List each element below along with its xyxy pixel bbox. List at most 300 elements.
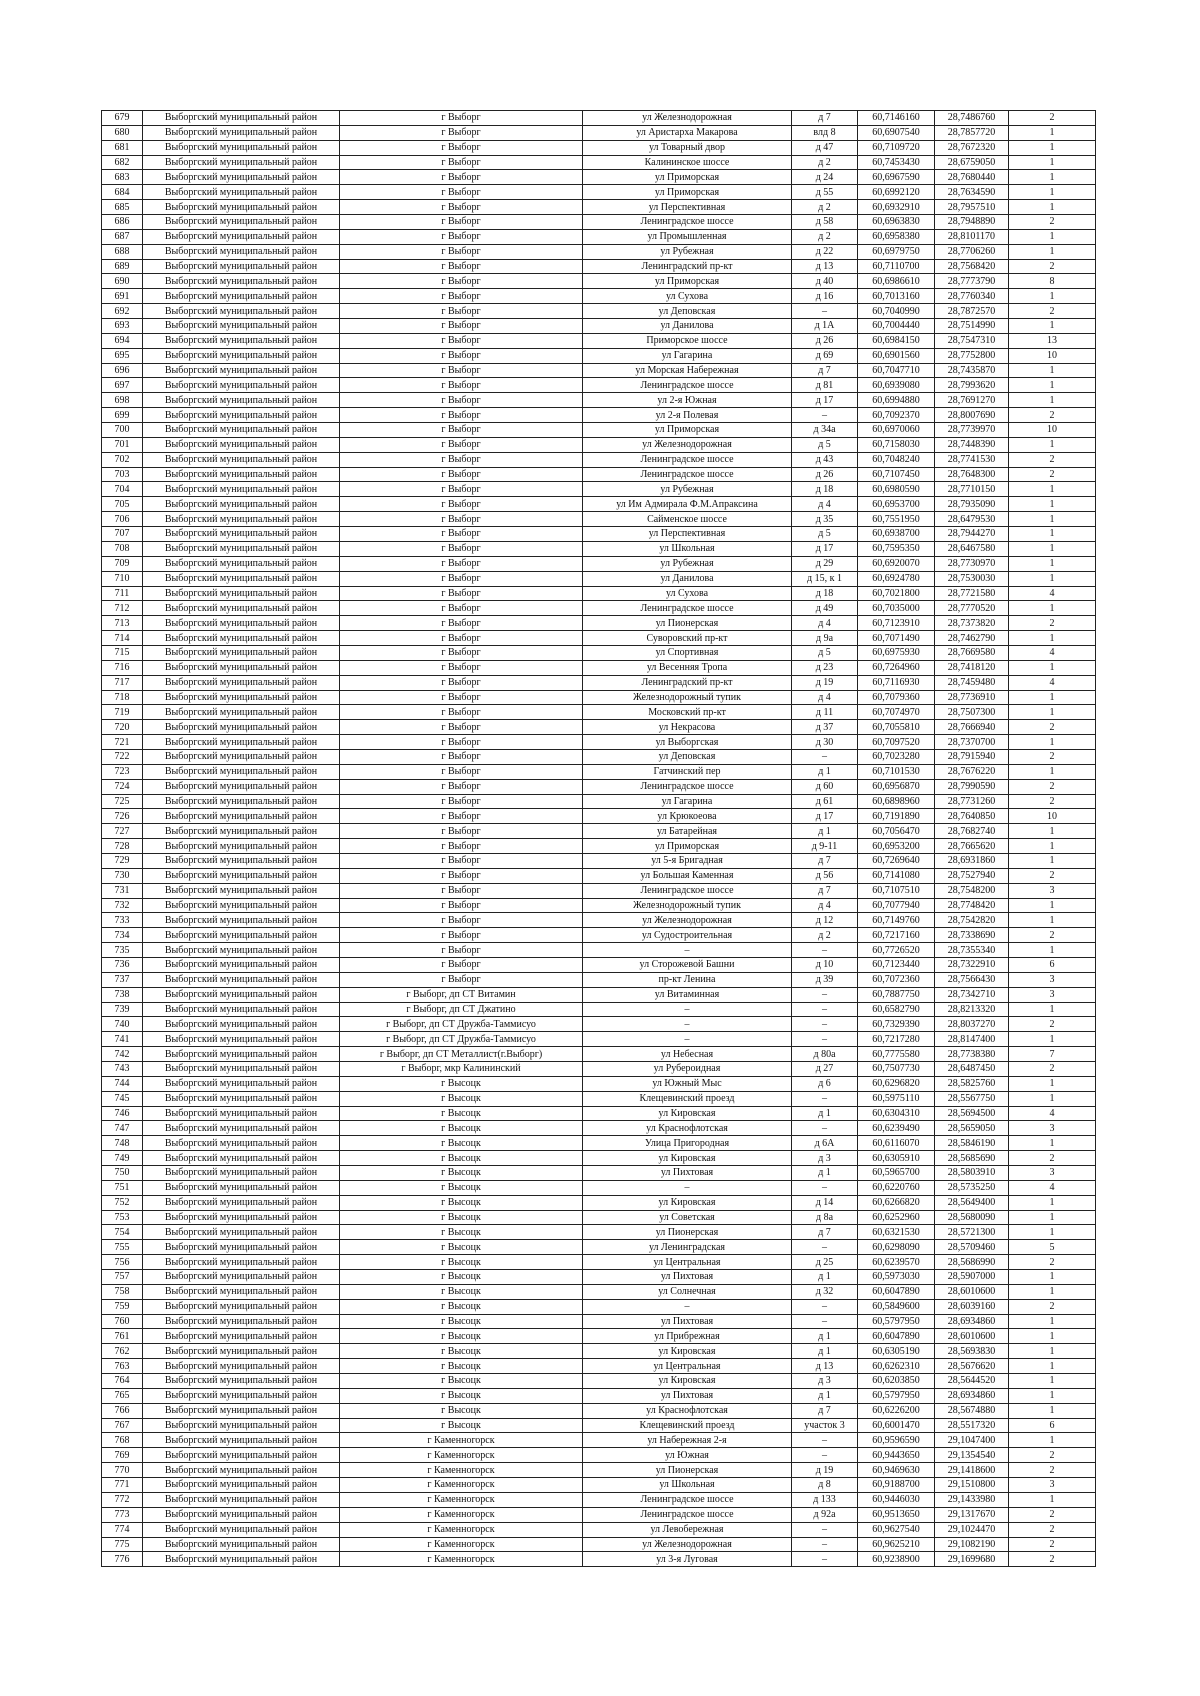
row-number-cell: 743 bbox=[102, 1062, 143, 1077]
latitude-cell: 60,6582790 bbox=[858, 1002, 935, 1017]
count-cell: 4 bbox=[1009, 586, 1096, 601]
district-cell: Выборгский муниципальный район bbox=[143, 140, 340, 155]
row-number-cell: 767 bbox=[102, 1418, 143, 1433]
settlement-cell: г Выборг bbox=[340, 809, 583, 824]
settlement-cell: г Выборг bbox=[340, 794, 583, 809]
settlement-cell: г Выборг bbox=[340, 170, 583, 185]
street-cell: ул Небесная bbox=[583, 1047, 792, 1062]
count-cell: 1 bbox=[1009, 1492, 1096, 1507]
district-cell: Выборгский муниципальный район bbox=[143, 883, 340, 898]
settlement-cell: г Выборг bbox=[340, 913, 583, 928]
district-cell: Выборгский муниципальный район bbox=[143, 1166, 340, 1181]
latitude-cell: 60,7079360 bbox=[858, 690, 935, 705]
settlement-cell: г Высоцк bbox=[340, 1121, 583, 1136]
row-number-cell: 713 bbox=[102, 616, 143, 631]
row-number-cell: 740 bbox=[102, 1017, 143, 1032]
longitude-cell: 28,6931860 bbox=[935, 853, 1009, 868]
street-cell: ул Крюкоеова bbox=[583, 809, 792, 824]
longitude-cell: 28,7680440 bbox=[935, 170, 1009, 185]
settlement-cell: г Выборг bbox=[340, 749, 583, 764]
street-cell: ул Морская Набережная bbox=[583, 363, 792, 378]
count-cell: 1 bbox=[1009, 378, 1096, 393]
longitude-cell: 28,7514990 bbox=[935, 319, 1009, 334]
longitude-cell: 28,7691270 bbox=[935, 393, 1009, 408]
street-cell: ул Перспективная bbox=[583, 527, 792, 542]
count-cell: 2 bbox=[1009, 1507, 1096, 1522]
count-cell: 1 bbox=[1009, 1374, 1096, 1389]
count-cell: 2 bbox=[1009, 749, 1096, 764]
row-number-cell: 751 bbox=[102, 1180, 143, 1195]
latitude-cell: 60,9596590 bbox=[858, 1433, 935, 1448]
registry-table bbox=[101, 110, 1096, 1567]
house-cell: д 18 bbox=[792, 586, 858, 601]
table-row bbox=[102, 928, 1096, 943]
district-cell: Выборгский муниципальный район bbox=[143, 1448, 340, 1463]
count-cell: 1 bbox=[1009, 527, 1096, 542]
district-cell: Выборгский муниципальный район bbox=[143, 1433, 340, 1448]
table-row bbox=[102, 735, 1096, 750]
longitude-cell: 28,6010600 bbox=[935, 1329, 1009, 1344]
street-cell: Железнодорожный тупик bbox=[583, 690, 792, 705]
longitude-cell: 28,8213320 bbox=[935, 1002, 1009, 1017]
table-row bbox=[102, 1537, 1096, 1552]
longitude-cell: 28,7566430 bbox=[935, 972, 1009, 987]
street-cell: ул Товарный двор bbox=[583, 140, 792, 155]
district-cell: Выборгский муниципальный район bbox=[143, 1507, 340, 1522]
longitude-cell: 28,5659050 bbox=[935, 1121, 1009, 1136]
house-cell: д 9-11 bbox=[792, 839, 858, 854]
district-cell: Выборгский муниципальный район bbox=[143, 1284, 340, 1299]
house-cell: д 92а bbox=[792, 1507, 858, 1522]
row-number-cell: 744 bbox=[102, 1076, 143, 1091]
house-cell: – bbox=[792, 1240, 858, 1255]
longitude-cell: 28,7547310 bbox=[935, 333, 1009, 348]
row-number-cell: 721 bbox=[102, 735, 143, 750]
district-cell: Выборгский муниципальный район bbox=[143, 1180, 340, 1195]
street-cell: ул 3-я Луговая bbox=[583, 1552, 792, 1567]
house-cell: д 10 bbox=[792, 957, 858, 972]
district-cell: Выборгский муниципальный район bbox=[143, 735, 340, 750]
count-cell: 1 bbox=[1009, 631, 1096, 646]
house-cell: д 1 bbox=[792, 1166, 858, 1181]
row-number-cell: 769 bbox=[102, 1448, 143, 1463]
latitude-cell: 60,7056470 bbox=[858, 824, 935, 839]
longitude-cell: 28,7486760 bbox=[935, 111, 1009, 126]
settlement-cell: г Выборг bbox=[340, 943, 583, 958]
settlement-cell: г Выборг bbox=[340, 452, 583, 467]
house-cell: д 40 bbox=[792, 274, 858, 289]
settlement-cell: г Выборг, мкр Калининский bbox=[340, 1062, 583, 1077]
row-number-cell: 773 bbox=[102, 1507, 143, 1522]
row-number-cell: 683 bbox=[102, 170, 143, 185]
row-number-cell: 728 bbox=[102, 839, 143, 854]
table-row bbox=[102, 853, 1096, 868]
street-cell: ул Некрасова bbox=[583, 720, 792, 735]
table-row bbox=[102, 1418, 1096, 1433]
settlement-cell: г Выборг bbox=[340, 319, 583, 334]
table-row bbox=[102, 675, 1096, 690]
count-cell: 2 bbox=[1009, 1062, 1096, 1077]
district-cell: Выборгский муниципальный район bbox=[143, 1151, 340, 1166]
latitude-cell: 60,7264960 bbox=[858, 660, 935, 675]
latitude-cell: 60,6920070 bbox=[858, 556, 935, 571]
table-row bbox=[102, 437, 1096, 452]
settlement-cell: г Выборг bbox=[340, 289, 583, 304]
table-row bbox=[102, 1359, 1096, 1374]
district-cell: Выборгский муниципальный район bbox=[143, 1002, 340, 1017]
district-cell: Выборгский муниципальный район bbox=[143, 289, 340, 304]
street-cell: – bbox=[583, 1299, 792, 1314]
count-cell: 2 bbox=[1009, 779, 1096, 794]
house-cell: д 5 bbox=[792, 645, 858, 660]
settlement-cell: г Выборг bbox=[340, 348, 583, 363]
longitude-cell: 28,7730970 bbox=[935, 556, 1009, 571]
table-row bbox=[102, 943, 1096, 958]
district-cell: Выборгский муниципальный район bbox=[143, 1478, 340, 1493]
longitude-cell: 28,7857720 bbox=[935, 125, 1009, 140]
house-cell: д 5 bbox=[792, 437, 858, 452]
settlement-cell: г Выборг bbox=[340, 304, 583, 319]
settlement-cell: г Высоцк bbox=[340, 1299, 583, 1314]
settlement-cell: г Выборг bbox=[340, 482, 583, 497]
count-cell: 2 bbox=[1009, 1522, 1096, 1537]
latitude-cell: 60,7097520 bbox=[858, 735, 935, 750]
district-cell: Выборгский муниципальный район bbox=[143, 631, 340, 646]
district-cell: Выборгский муниципальный район bbox=[143, 1299, 340, 1314]
district-cell: Выборгский муниципальный район bbox=[143, 645, 340, 660]
settlement-cell: г Выборг bbox=[340, 868, 583, 883]
latitude-cell: 60,7048240 bbox=[858, 452, 935, 467]
latitude-cell: 60,7004440 bbox=[858, 319, 935, 334]
settlement-cell: г Выборг bbox=[340, 378, 583, 393]
row-number-cell: 737 bbox=[102, 972, 143, 987]
count-cell: 3 bbox=[1009, 987, 1096, 1002]
row-number-cell: 754 bbox=[102, 1225, 143, 1240]
settlement-cell: г Высоцк bbox=[340, 1403, 583, 1418]
settlement-cell: г Выборг, дп СТ Витамин bbox=[340, 987, 583, 1002]
house-cell: д 6 bbox=[792, 1076, 858, 1091]
longitude-cell: 28,7736910 bbox=[935, 690, 1009, 705]
count-cell: 6 bbox=[1009, 957, 1096, 972]
row-number-cell: 731 bbox=[102, 883, 143, 898]
table-row bbox=[102, 1463, 1096, 1478]
street-cell: ул Сухова bbox=[583, 289, 792, 304]
latitude-cell: 60,6296820 bbox=[858, 1076, 935, 1091]
latitude-cell: 60,6252960 bbox=[858, 1210, 935, 1225]
table-row bbox=[102, 125, 1096, 140]
house-cell: д 17 bbox=[792, 393, 858, 408]
longitude-cell: 28,6759050 bbox=[935, 155, 1009, 170]
longitude-cell: 28,7710150 bbox=[935, 482, 1009, 497]
street-cell: Ленинградское шоссе bbox=[583, 215, 792, 230]
latitude-cell: 60,6994880 bbox=[858, 393, 935, 408]
latitude-cell: 60,6266820 bbox=[858, 1195, 935, 1210]
latitude-cell: 60,7055810 bbox=[858, 720, 935, 735]
house-cell: д 30 bbox=[792, 735, 858, 750]
street-cell: Ленинградское шоссе bbox=[583, 601, 792, 616]
house-cell: д 8 bbox=[792, 1478, 858, 1493]
count-cell: 1 bbox=[1009, 735, 1096, 750]
count-cell: 1 bbox=[1009, 1091, 1096, 1106]
longitude-cell: 28,8101170 bbox=[935, 229, 1009, 244]
longitude-cell: 29,1024470 bbox=[935, 1522, 1009, 1537]
row-number-cell: 689 bbox=[102, 259, 143, 274]
street-cell: ул Южная bbox=[583, 1448, 792, 1463]
longitude-cell: 28,5709460 bbox=[935, 1240, 1009, 1255]
street-cell: – bbox=[583, 1017, 792, 1032]
table-row bbox=[102, 1329, 1096, 1344]
district-cell: Выборгский муниципальный район bbox=[143, 1076, 340, 1091]
house-cell: д 1 bbox=[792, 824, 858, 839]
house-cell: – bbox=[792, 1522, 858, 1537]
house-cell: д 35 bbox=[792, 512, 858, 527]
latitude-cell: 60,7110700 bbox=[858, 259, 935, 274]
house-cell: – bbox=[792, 1032, 858, 1047]
street-cell: ул Железнодорожная bbox=[583, 111, 792, 126]
street-cell: ул Им Адмирала Ф.М.Апраксина bbox=[583, 497, 792, 512]
district-cell: Выборгский муниципальный район bbox=[143, 1195, 340, 1210]
table-row bbox=[102, 527, 1096, 542]
settlement-cell: г Выборг, дп СТ Дружба-Таммисуо bbox=[340, 1017, 583, 1032]
latitude-cell: 60,7551950 bbox=[858, 512, 935, 527]
longitude-cell: 28,7706260 bbox=[935, 244, 1009, 259]
table-row bbox=[102, 1195, 1096, 1210]
row-number-cell: 749 bbox=[102, 1151, 143, 1166]
longitude-cell: 28,7944270 bbox=[935, 527, 1009, 542]
district-cell: Выборгский муниципальный район bbox=[143, 616, 340, 631]
table-row bbox=[102, 824, 1096, 839]
house-cell: влд 8 bbox=[792, 125, 858, 140]
count-cell: 1 bbox=[1009, 913, 1096, 928]
district-cell: Выборгский муниципальный район bbox=[143, 437, 340, 452]
district-cell: Выборгский муниципальный район bbox=[143, 705, 340, 720]
longitude-cell: 28,7990590 bbox=[935, 779, 1009, 794]
district-cell: Выборгский муниципальный район bbox=[143, 512, 340, 527]
district-cell: Выборгский муниципальный район bbox=[143, 229, 340, 244]
count-cell: 2 bbox=[1009, 467, 1096, 482]
district-cell: Выборгский муниципальный район bbox=[143, 274, 340, 289]
table-row bbox=[102, 244, 1096, 259]
longitude-cell: 28,7666940 bbox=[935, 720, 1009, 735]
count-cell: 1 bbox=[1009, 1002, 1096, 1017]
row-number-cell: 730 bbox=[102, 868, 143, 883]
longitude-cell: 28,5694500 bbox=[935, 1106, 1009, 1121]
street-cell: ул Левобережная bbox=[583, 1522, 792, 1537]
latitude-cell: 60,6262310 bbox=[858, 1359, 935, 1374]
settlement-cell: г Выборг bbox=[340, 512, 583, 527]
table-row bbox=[102, 333, 1096, 348]
count-cell: 1 bbox=[1009, 898, 1096, 913]
settlement-cell: г Каменногорск bbox=[340, 1507, 583, 1522]
district-cell: Выборгский муниципальный район bbox=[143, 1388, 340, 1403]
row-number-cell: 707 bbox=[102, 527, 143, 542]
settlement-cell: г Выборг bbox=[340, 616, 583, 631]
district-cell: Выборгский муниципальный район bbox=[143, 1106, 340, 1121]
row-number-cell: 764 bbox=[102, 1374, 143, 1389]
street-cell: ул Данилова bbox=[583, 319, 792, 334]
row-number-cell: 679 bbox=[102, 111, 143, 126]
row-number-cell: 776 bbox=[102, 1552, 143, 1567]
house-cell: д 24 bbox=[792, 170, 858, 185]
latitude-cell: 60,6047890 bbox=[858, 1284, 935, 1299]
table-row bbox=[102, 1076, 1096, 1091]
house-cell: д 3 bbox=[792, 1151, 858, 1166]
street-cell: ул Сторожевой Башни bbox=[583, 957, 792, 972]
table-row bbox=[102, 408, 1096, 423]
table-row bbox=[102, 170, 1096, 185]
latitude-cell: 60,6953700 bbox=[858, 497, 935, 512]
count-cell: 1 bbox=[1009, 497, 1096, 512]
count-cell: 1 bbox=[1009, 824, 1096, 839]
longitude-cell: 28,7338690 bbox=[935, 928, 1009, 943]
latitude-cell: 60,7149760 bbox=[858, 913, 935, 928]
table-row bbox=[102, 229, 1096, 244]
street-cell: ул Железнодорожная bbox=[583, 1537, 792, 1552]
count-cell: 1 bbox=[1009, 601, 1096, 616]
street-cell: ул Пихтовая bbox=[583, 1166, 792, 1181]
settlement-cell: г Выборг bbox=[340, 957, 583, 972]
latitude-cell: 60,7329390 bbox=[858, 1017, 935, 1032]
latitude-cell: 60,6958380 bbox=[858, 229, 935, 244]
row-number-cell: 697 bbox=[102, 378, 143, 393]
street-cell: ул Весенняя Тропа bbox=[583, 660, 792, 675]
row-number-cell: 682 bbox=[102, 155, 143, 170]
house-cell: д 2 bbox=[792, 155, 858, 170]
count-cell: 2 bbox=[1009, 928, 1096, 943]
latitude-cell: 60,7107450 bbox=[858, 467, 935, 482]
district-cell: Выборгский муниципальный район bbox=[143, 556, 340, 571]
longitude-cell: 28,5680090 bbox=[935, 1210, 1009, 1225]
district-cell: Выборгский муниципальный район bbox=[143, 1225, 340, 1240]
row-number-cell: 684 bbox=[102, 185, 143, 200]
longitude-cell: 28,7993620 bbox=[935, 378, 1009, 393]
district-cell: Выборгский муниципальный район bbox=[143, 928, 340, 943]
count-cell: 2 bbox=[1009, 868, 1096, 883]
longitude-cell: 28,7741530 bbox=[935, 452, 1009, 467]
table-row bbox=[102, 1002, 1096, 1017]
latitude-cell: 60,5849600 bbox=[858, 1299, 935, 1314]
settlement-cell: г Каменногорск bbox=[340, 1552, 583, 1567]
street-cell: ул Железнодорожная bbox=[583, 913, 792, 928]
settlement-cell: г Высоцк bbox=[340, 1314, 583, 1329]
house-cell: д 1 bbox=[792, 1329, 858, 1344]
latitude-cell: 60,9238900 bbox=[858, 1552, 935, 1567]
latitude-cell: 60,6305190 bbox=[858, 1344, 935, 1359]
district-cell: Выборгский муниципальный район bbox=[143, 1121, 340, 1136]
row-number-cell: 759 bbox=[102, 1299, 143, 1314]
district-cell: Выборгский муниципальный район bbox=[143, 1314, 340, 1329]
settlement-cell: г Выборг bbox=[340, 244, 583, 259]
row-number-cell: 750 bbox=[102, 1166, 143, 1181]
count-cell: 3 bbox=[1009, 1478, 1096, 1493]
house-cell: д 23 bbox=[792, 660, 858, 675]
house-cell: д 47 bbox=[792, 140, 858, 155]
table-row bbox=[102, 200, 1096, 215]
settlement-cell: г Высоцк bbox=[340, 1210, 583, 1225]
count-cell: 2 bbox=[1009, 111, 1096, 126]
row-number-cell: 745 bbox=[102, 1091, 143, 1106]
count-cell: 3 bbox=[1009, 1121, 1096, 1136]
latitude-cell: 60,5973030 bbox=[858, 1270, 935, 1285]
longitude-cell: 28,7872570 bbox=[935, 304, 1009, 319]
latitude-cell: 60,7123440 bbox=[858, 957, 935, 972]
district-cell: Выборгский муниципальный район bbox=[143, 125, 340, 140]
count-cell: 2 bbox=[1009, 1017, 1096, 1032]
house-cell: д 4 bbox=[792, 898, 858, 913]
latitude-cell: 60,7040990 bbox=[858, 304, 935, 319]
latitude-cell: 60,6975930 bbox=[858, 645, 935, 660]
latitude-cell: 60,6938700 bbox=[858, 527, 935, 542]
house-cell: д 12 bbox=[792, 913, 858, 928]
street-cell: ул 2-я Южная bbox=[583, 393, 792, 408]
street-cell: ул Батарейная bbox=[583, 824, 792, 839]
house-cell: – bbox=[792, 1299, 858, 1314]
count-cell: 1 bbox=[1009, 170, 1096, 185]
district-cell: Выборгский муниципальный район bbox=[143, 1552, 340, 1567]
street-cell: ул Деповская bbox=[583, 304, 792, 319]
table-row bbox=[102, 1017, 1096, 1032]
house-cell: д 18 bbox=[792, 482, 858, 497]
latitude-cell: 60,6304310 bbox=[858, 1106, 935, 1121]
settlement-cell: г Выборг, дп СТ Металлист(г.Выборг) bbox=[340, 1047, 583, 1062]
street-cell: ул Рубежная bbox=[583, 556, 792, 571]
table-row bbox=[102, 1047, 1096, 1062]
district-cell: Выборгский муниципальный район bbox=[143, 1463, 340, 1478]
row-number-cell: 775 bbox=[102, 1537, 143, 1552]
settlement-cell: г Выборг bbox=[340, 140, 583, 155]
street-cell: ул Спортивная bbox=[583, 645, 792, 660]
longitude-cell: 28,7648300 bbox=[935, 467, 1009, 482]
latitude-cell: 60,7217160 bbox=[858, 928, 935, 943]
house-cell: д 2 bbox=[792, 229, 858, 244]
district-cell: Выборгский муниципальный район bbox=[143, 913, 340, 928]
longitude-cell: 28,7435870 bbox=[935, 363, 1009, 378]
street-cell: ул 5-я Бригадная bbox=[583, 853, 792, 868]
row-number-cell: 698 bbox=[102, 393, 143, 408]
house-cell: – bbox=[792, 1537, 858, 1552]
latitude-cell: 60,6901560 bbox=[858, 348, 935, 363]
house-cell: д 4 bbox=[792, 497, 858, 512]
row-number-cell: 709 bbox=[102, 556, 143, 571]
latitude-cell: 60,7074970 bbox=[858, 705, 935, 720]
settlement-cell: г Выборг bbox=[340, 274, 583, 289]
row-number-cell: 700 bbox=[102, 423, 143, 438]
house-cell: д 11 bbox=[792, 705, 858, 720]
street-cell: ул Пихтовая bbox=[583, 1388, 792, 1403]
street-cell: ул Аристарха Макарова bbox=[583, 125, 792, 140]
count-cell: 10 bbox=[1009, 423, 1096, 438]
house-cell: д 1А bbox=[792, 319, 858, 334]
street-cell: ул Прибрежная bbox=[583, 1329, 792, 1344]
house-cell: – bbox=[792, 1448, 858, 1463]
street-cell: ул Центральная bbox=[583, 1255, 792, 1270]
longitude-cell: 28,5693830 bbox=[935, 1344, 1009, 1359]
settlement-cell: г Высоцк bbox=[340, 1076, 583, 1091]
street-cell: ул Рубероидная bbox=[583, 1062, 792, 1077]
count-cell: 1 bbox=[1009, 1210, 1096, 1225]
count-cell: 1 bbox=[1009, 853, 1096, 868]
house-cell: – bbox=[792, 943, 858, 958]
district-cell: Выборгский муниципальный район bbox=[143, 393, 340, 408]
count-cell: 1 bbox=[1009, 512, 1096, 527]
district-cell: Выборгский муниципальный район bbox=[143, 571, 340, 586]
district-cell: Выборгский муниципальный район bbox=[143, 497, 340, 512]
longitude-cell: 28,7669580 bbox=[935, 645, 1009, 660]
settlement-cell: г Выборг bbox=[340, 437, 583, 452]
street-cell: ул Советская bbox=[583, 1210, 792, 1225]
count-cell: 1 bbox=[1009, 839, 1096, 854]
longitude-cell: 29,1433980 bbox=[935, 1492, 1009, 1507]
